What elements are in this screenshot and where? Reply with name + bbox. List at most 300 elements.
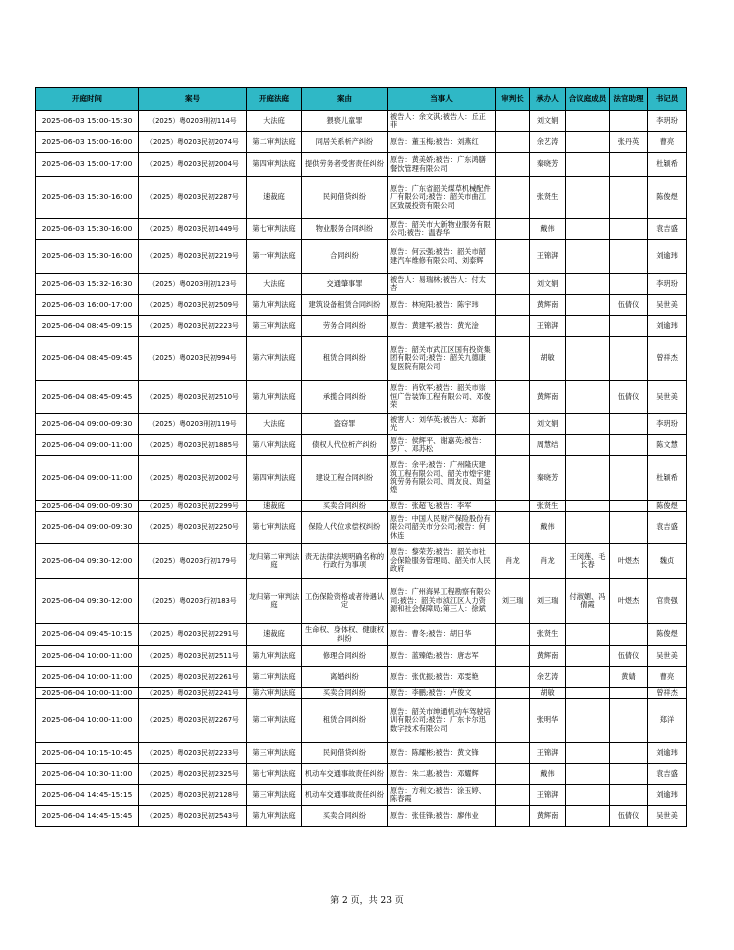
presiding-judge-cell: [496, 111, 530, 132]
clerk-cell: 刘逾玮: [648, 316, 687, 337]
case-number-cell: （2025）粤0203民初2510号: [139, 381, 247, 414]
courtroom-cell: 大法庭: [247, 111, 302, 132]
table-row: [36, 240, 687, 274]
courtroom-cell: 龙归第一审判法庭: [247, 579, 302, 624]
panel-members-cell: [566, 501, 610, 512]
handling-judge-cell: 胡敏: [530, 688, 566, 699]
case-number-cell: （2025）粤0203刑初119号: [139, 414, 247, 435]
case-number-cell: （2025）粤0203刑初114号: [139, 111, 247, 132]
handling-judge-cell: 张贤生: [530, 624, 566, 646]
presiding-judge-cell: [496, 699, 530, 743]
parties-cell: 原告：朱二惠;被告：邓耀辉: [388, 764, 496, 785]
clerk-cell: 袁吉盛: [648, 219, 687, 240]
clerk-cell: 郑洋: [648, 699, 687, 743]
courtroom-cell: 第九审判法庭: [247, 295, 302, 316]
judge-assistant-cell: [610, 274, 648, 295]
panel-members-cell: [566, 274, 610, 295]
panel-members-cell: [566, 295, 610, 316]
table-row: [36, 177, 687, 219]
presiding-judge-cell: [496, 456, 530, 501]
table-row: [36, 219, 687, 240]
header-courtroom: 开庭法庭: [247, 88, 302, 111]
panel-members-cell: 王闵莲、毛长春: [566, 544, 610, 579]
case-number-cell: （2025）粤0203民初2128号: [139, 785, 247, 806]
cause-cell: 机动车交通事故责任纠纷: [302, 764, 388, 785]
clerk-cell: 杜颖希: [648, 456, 687, 501]
cause-cell: 买卖合同纠纷: [302, 501, 388, 512]
courtroom-cell: 第六审判法庭: [247, 688, 302, 699]
table-row: [36, 274, 687, 295]
handling-judge-cell: 余艺涛: [530, 132, 566, 153]
case-number-cell: （2025）粤0203行初179号: [139, 544, 247, 579]
header-case-number: 案号: [139, 88, 247, 111]
presiding-judge-cell: [496, 414, 530, 435]
handling-judge-cell: 肖龙: [530, 544, 566, 579]
courtroom-cell: 第四审判法庭: [247, 153, 302, 177]
table-row: [36, 512, 687, 544]
hearing-time-cell: 2025-06-03 15:32-16:30: [36, 274, 139, 295]
panel-members-cell: [566, 512, 610, 544]
judge-assistant-cell: [610, 177, 648, 219]
cause-cell: 机动车交通事故责任纠纷: [302, 785, 388, 806]
courtroom-cell: 第二审判法庭: [247, 699, 302, 743]
judge-assistant-cell: [610, 501, 648, 512]
cause-cell: 工伤保险资格或者待遇认定: [302, 579, 388, 624]
clerk-cell: 吴世美: [648, 381, 687, 414]
cause-cell: 民间借贷纠纷: [302, 743, 388, 764]
table-row: [36, 544, 687, 579]
case-number-cell: （2025）粤0203民初2241号: [139, 688, 247, 699]
hearing-time-cell: 2025-06-04 09:00-11:00: [36, 435, 139, 456]
courtroom-cell: 第四审判法庭: [247, 456, 302, 501]
judge-assistant-cell: [610, 688, 648, 699]
cause-cell: 保险人代位求偿权纠纷: [302, 512, 388, 544]
handling-judge-cell: 张明华: [530, 699, 566, 743]
header-judge-assistant: 法官助理: [610, 88, 648, 111]
cause-cell: 离婚纠纷: [302, 667, 388, 688]
courtroom-cell: 第二审判法庭: [247, 667, 302, 688]
cause-cell: 提供劳务者受害责任纠纷: [302, 153, 388, 177]
cause-cell: 租赁合同纠纷: [302, 699, 388, 743]
parties-cell: 原告：黎荣芳;被告：韶关市社会保险服务管理局、韶关市人民政府: [388, 544, 496, 579]
header-hearing-time: 开庭时间: [36, 88, 139, 111]
cause-cell: 债权人代位析产纠纷: [302, 435, 388, 456]
courtroom-cell: 第七审判法庭: [247, 764, 302, 785]
table-row: [36, 435, 687, 456]
panel-members-cell: 付淑媚、冯倩霞: [566, 579, 610, 624]
presiding-judge-cell: [496, 646, 530, 667]
cause-cell: 租赁合同纠纷: [302, 337, 388, 381]
table-row: [36, 132, 687, 153]
hearing-time-cell: 2025-06-04 14:45-15:45: [36, 806, 139, 827]
parties-cell: 原告：林宛阳;被告：陈宇玮: [388, 295, 496, 316]
judge-assistant-cell: [610, 153, 648, 177]
case-number-cell: （2025）粤0203民初2219号: [139, 240, 247, 274]
presiding-judge-cell: [496, 274, 530, 295]
case-number-cell: （2025）粤0203民初2287号: [139, 177, 247, 219]
table-row: [36, 111, 687, 132]
hearing-time-cell: 2025-06-03 16:00-17:00: [36, 295, 139, 316]
presiding-judge-cell: [496, 295, 530, 316]
case-number-cell: （2025）粤0203民初2233号: [139, 743, 247, 764]
parties-cell: 原告：董玉梅;被告：刘燕红: [388, 132, 496, 153]
clerk-cell: 袁吉盛: [648, 512, 687, 544]
cause-cell: 猥亵儿童罪: [302, 111, 388, 132]
clerk-cell: 曹亮: [648, 667, 687, 688]
hearing-time-cell: 2025-06-04 09:30-12:00: [36, 579, 139, 624]
courtroom-cell: 第八审判法庭: [247, 435, 302, 456]
parties-cell: 原告：黄建军;被告：黄光淦: [388, 316, 496, 337]
hearing-time-cell: 2025-06-04 14:45-15:15: [36, 785, 139, 806]
courtroom-cell: 第二审判法庭: [247, 132, 302, 153]
judge-assistant-cell: [610, 414, 648, 435]
judge-assistant-cell: 叶煜杰: [610, 579, 648, 624]
handling-judge-cell: 张贤生: [530, 501, 566, 512]
panel-members-cell: [566, 153, 610, 177]
case-number-cell: （2025）粤0203民初1885号: [139, 435, 247, 456]
case-number-cell: （2025）粤0203民初2299号: [139, 501, 247, 512]
cause-cell: 责无法律法规明确名称的行政行为事项: [302, 544, 388, 579]
hearing-time-cell: 2025-06-04 10:00-11:00: [36, 688, 139, 699]
courtroom-cell: 大法庭: [247, 414, 302, 435]
courtroom-cell: 第三审判法庭: [247, 785, 302, 806]
courtroom-cell: 第三审判法庭: [247, 743, 302, 764]
panel-members-cell: [566, 699, 610, 743]
parties-cell: 原告：韶关市武江区国有投资集团有限公司;被告：韶关九德康复医院有限公司: [388, 337, 496, 381]
panel-members-cell: [566, 785, 610, 806]
header-clerk: 书记员: [648, 88, 687, 111]
clerk-cell: 曾祥杰: [648, 688, 687, 699]
handling-judge-cell: 余艺涛: [530, 667, 566, 688]
case-number-cell: （2025）粤0203民初2261号: [139, 667, 247, 688]
panel-members-cell: [566, 764, 610, 785]
parties-cell: 原告：侯辉平、谢嘉英;被告：罗广、邓苏松: [388, 435, 496, 456]
table-row: [36, 806, 687, 827]
hearing-time-cell: 2025-06-03 15:00-16:00: [36, 132, 139, 153]
presiding-judge-cell: [496, 806, 530, 827]
hearing-time-cell: 2025-06-04 08:45-09:15: [36, 316, 139, 337]
presiding-judge-cell: [496, 240, 530, 274]
presiding-judge-cell: [496, 764, 530, 785]
handling-judge-cell: 刘文娟: [530, 414, 566, 435]
clerk-cell: 袁吉盛: [648, 764, 687, 785]
case-number-cell: （2025）粤0203民初2002号: [139, 456, 247, 501]
parties-cell: 原告：曹冬;被告：胡日华: [388, 624, 496, 646]
presiding-judge-cell: [496, 743, 530, 764]
panel-members-cell: [566, 381, 610, 414]
hearing-time-cell: 2025-06-04 10:00-11:00: [36, 699, 139, 743]
table-row: [36, 337, 687, 381]
parties-cell: 原告：张超飞;被告：李军: [388, 501, 496, 512]
judge-assistant-cell: 伍倩仪: [610, 646, 648, 667]
clerk-cell: 刘逾玮: [648, 743, 687, 764]
parties-cell: 原告：黄美娇;被告：广东鸿膳餐饮管理有限公司: [388, 153, 496, 177]
hearing-time-cell: 2025-06-04 09:00-09:30: [36, 414, 139, 435]
case-number-cell: （2025）粤0203民初2511号: [139, 646, 247, 667]
hearing-time-cell: 2025-06-04 08:45-09:45: [36, 337, 139, 381]
cause-cell: 买卖合同纠纷: [302, 688, 388, 699]
table-row: [36, 646, 687, 667]
hearing-time-cell: 2025-06-04 09:00-09:30: [36, 512, 139, 544]
hearing-time-cell: 2025-06-03 15:00-15:30: [36, 111, 139, 132]
parties-cell: 原告：肖钦军;被告：韶关市崇恒广告装饰工程有限公司、邓俊荣: [388, 381, 496, 414]
parties-cell: 被告人：余文淇;被告人：丘正菲: [388, 111, 496, 132]
courtroom-cell: 大法庭: [247, 274, 302, 295]
judge-assistant-cell: 伍倩仪: [610, 381, 648, 414]
table-row: [36, 688, 687, 699]
case-number-cell: （2025）粤0203民初2291号: [139, 624, 247, 646]
cause-cell: 建设工程合同纠纷: [302, 456, 388, 501]
panel-members-cell: [566, 806, 610, 827]
courtroom-cell: 第九审判法庭: [247, 381, 302, 414]
presiding-judge-cell: [496, 624, 530, 646]
judge-assistant-cell: [610, 435, 648, 456]
handling-judge-cell: 戴伟: [530, 219, 566, 240]
courtroom-cell: 第七审判法庭: [247, 219, 302, 240]
courtroom-cell: 速裁庭: [247, 624, 302, 646]
judge-assistant-cell: [610, 699, 648, 743]
hearing-time-cell: 2025-06-04 09:45-10:15: [36, 624, 139, 646]
table-row: [36, 764, 687, 785]
cause-cell: 盗窃罪: [302, 414, 388, 435]
header-panel-members: 合议庭成员: [566, 88, 610, 111]
judge-assistant-cell: 张丹英: [610, 132, 648, 153]
presiding-judge-cell: [496, 153, 530, 177]
panel-members-cell: [566, 414, 610, 435]
table-row: [36, 501, 687, 512]
parties-cell: 原告：韶关市绅通机动车驾驶培训有限公司;被告：广东卡尔迅数字技术有限公司: [388, 699, 496, 743]
cause-cell: 修理合同纠纷: [302, 646, 388, 667]
judge-assistant-cell: [610, 219, 648, 240]
parties-cell: 原告：张优振;被告：邓雯艳: [388, 667, 496, 688]
handling-judge-cell: 黄辉南: [530, 646, 566, 667]
hearing-time-cell: 2025-06-04 10:00-11:00: [36, 646, 139, 667]
cause-cell: 劳务合同纠纷: [302, 316, 388, 337]
case-number-cell: （2025）粤0203民初2509号: [139, 295, 247, 316]
parties-cell: 原告：张佳锋;被告：廖伟业: [388, 806, 496, 827]
panel-members-cell: [566, 456, 610, 501]
clerk-cell: 李玥玢: [648, 274, 687, 295]
hearing-time-cell: 2025-06-04 10:15-10:45: [36, 743, 139, 764]
panel-members-cell: [566, 337, 610, 381]
presiding-judge-cell: [496, 316, 530, 337]
judge-assistant-cell: 伍倩仪: [610, 295, 648, 316]
panel-members-cell: [566, 435, 610, 456]
cause-cell: 合同纠纷: [302, 240, 388, 274]
cause-cell: 建筑设备租赁合同纠纷: [302, 295, 388, 316]
case-number-cell: （2025）粤0203民初2074号: [139, 132, 247, 153]
parties-cell: 原告：陈耀彬;被告：黄文锋: [388, 743, 496, 764]
presiding-judge-cell: [496, 435, 530, 456]
judge-assistant-cell: 黄婧: [610, 667, 648, 688]
presiding-judge-cell: [496, 132, 530, 153]
handling-judge-cell: 王锦湃: [530, 240, 566, 274]
header-handling-judge: 承办人: [530, 88, 566, 111]
cause-cell: 承揽合同纠纷: [302, 381, 388, 414]
handling-judge-cell: 戴伟: [530, 764, 566, 785]
judge-assistant-cell: [610, 512, 648, 544]
courtroom-cell: 第三审判法庭: [247, 316, 302, 337]
clerk-cell: 李玥玢: [648, 111, 687, 132]
presiding-judge-cell: [496, 177, 530, 219]
handling-judge-cell: 黄辉南: [530, 381, 566, 414]
presiding-judge-cell: [496, 667, 530, 688]
presiding-judge-cell: [496, 785, 530, 806]
judge-assistant-cell: [610, 624, 648, 646]
cause-cell: 同居关系析产纠纷: [302, 132, 388, 153]
judge-assistant-cell: [610, 456, 648, 501]
parties-cell: 原告：中国人民财产保险股份有限公司韶关市分公司;被告：何休连: [388, 512, 496, 544]
presiding-judge-cell: [496, 512, 530, 544]
clerk-cell: 曾祥杰: [648, 337, 687, 381]
panel-members-cell: [566, 624, 610, 646]
header-presiding-judge: 审判长: [496, 88, 530, 111]
case-number-cell: （2025）粤0203民初1449号: [139, 219, 247, 240]
cause-cell: 生命权、身体权、健康权纠纷: [302, 624, 388, 646]
parties-cell: 被害人：刘华英;被告人：郑新光: [388, 414, 496, 435]
handling-judge-cell: 刘三瑞: [530, 579, 566, 624]
panel-members-cell: [566, 240, 610, 274]
cause-cell: 民间借贷纠纷: [302, 177, 388, 219]
hearing-time-cell: 2025-06-04 09:30-12:00: [36, 544, 139, 579]
clerk-cell: 陈文慧: [648, 435, 687, 456]
clerk-cell: 李玥玢: [648, 414, 687, 435]
handling-judge-cell: 黄辉南: [530, 295, 566, 316]
clerk-cell: 陈俊煜: [648, 624, 687, 646]
case-number-cell: （2025）粤0203民初2223号: [139, 316, 247, 337]
judge-assistant-cell: [610, 764, 648, 785]
handling-judge-cell: 王锦湃: [530, 785, 566, 806]
header-row: [36, 88, 687, 111]
cause-cell: 交通肇事罪: [302, 274, 388, 295]
presiding-judge-cell: [496, 337, 530, 381]
parties-cell: 原告：何云强;被告：韶关市韶建汽车维修有限公司、刘泰辉: [388, 240, 496, 274]
courtroom-cell: 第九审判法庭: [247, 806, 302, 827]
table-row: [36, 295, 687, 316]
table-row: [36, 316, 687, 337]
parties-cell: 原告：蓝臻皓;被告：唐志军: [388, 646, 496, 667]
handling-judge-cell: 周慧结: [530, 435, 566, 456]
hearing-time-cell: 2025-06-03 15:00-17:00: [36, 153, 139, 177]
handling-judge-cell: 王锦湃: [530, 743, 566, 764]
header-parties: 当事人: [388, 88, 496, 111]
panel-members-cell: [566, 177, 610, 219]
panel-members-cell: [566, 316, 610, 337]
presiding-judge-cell: 肖龙: [496, 544, 530, 579]
clerk-cell: 刘逾玮: [648, 785, 687, 806]
clerk-cell: 魏贞: [648, 544, 687, 579]
judge-assistant-cell: 叶煜杰: [610, 544, 648, 579]
handling-judge-cell: 胡敏: [530, 337, 566, 381]
hearing-time-cell: 2025-06-04 10:30-11:00: [36, 764, 139, 785]
judge-assistant-cell: 伍倩仪: [610, 806, 648, 827]
courtroom-cell: 速裁庭: [247, 177, 302, 219]
hearing-time-cell: 2025-06-04 09:00-09:30: [36, 501, 139, 512]
clerk-cell: 杜颖希: [648, 153, 687, 177]
judge-assistant-cell: [610, 316, 648, 337]
presiding-judge-cell: [496, 501, 530, 512]
cause-cell: 物业服务合同纠纷: [302, 219, 388, 240]
handling-judge-cell: 戴伟: [530, 512, 566, 544]
page-footer: 第 2 页，共 23 页: [330, 896, 404, 906]
hearing-time-cell: 2025-06-03 15:30-16:00: [36, 177, 139, 219]
case-number-cell: （2025）粤0203民初2250号: [139, 512, 247, 544]
table-row: [36, 785, 687, 806]
table-row: [36, 579, 687, 624]
parties-cell: 原告：李鹏;被告：卢俊文: [388, 688, 496, 699]
table-row: [36, 743, 687, 764]
hearing-time-cell: 2025-06-04 08:45-09:45: [36, 381, 139, 414]
panel-members-cell: [566, 111, 610, 132]
courtroom-cell: 第六审判法庭: [247, 337, 302, 381]
panel-members-cell: [566, 132, 610, 153]
clerk-cell: 刘逾玮: [648, 240, 687, 274]
presiding-judge-cell: [496, 219, 530, 240]
courtroom-cell: 第九审判法庭: [247, 646, 302, 667]
handling-judge-cell: 秦晓芳: [530, 456, 566, 501]
handling-judge-cell: 秦晓芳: [530, 153, 566, 177]
court-schedule-table: [35, 87, 687, 827]
clerk-cell: 陈俊煜: [648, 177, 687, 219]
judge-assistant-cell: [610, 743, 648, 764]
handling-judge-cell: 刘文娟: [530, 274, 566, 295]
panel-members-cell: [566, 646, 610, 667]
table-row: [36, 624, 687, 646]
hearing-time-cell: 2025-06-03 15:30-16:00: [36, 219, 139, 240]
parties-cell: 原告：广州海昇工程勘察有限公司;被告：韶关市浈江区人力资源和社会保障局;第三人：徐斌: [388, 579, 496, 624]
judge-assistant-cell: [610, 337, 648, 381]
cause-cell: 买卖合同纠纷: [302, 806, 388, 827]
parties-cell: 原告：韶关市大新物业服务有限公司;被告：温春华: [388, 219, 496, 240]
case-number-cell: （2025）粤0203民初2325号: [139, 764, 247, 785]
handling-judge-cell: 张贤生: [530, 177, 566, 219]
table-row: [36, 153, 687, 177]
presiding-judge-cell: [496, 688, 530, 699]
courtroom-cell: 第七审判法庭: [247, 512, 302, 544]
courtroom-cell: 龙归第二审判法庭: [247, 544, 302, 579]
courtroom-cell: 速裁庭: [247, 501, 302, 512]
panel-members-cell: [566, 743, 610, 764]
table-row: [36, 381, 687, 414]
hearing-time-cell: 2025-06-04 10:00-11:00: [36, 667, 139, 688]
clerk-cell: 曹亮: [648, 132, 687, 153]
panel-members-cell: [566, 667, 610, 688]
clerk-cell: 吴世美: [648, 806, 687, 827]
panel-members-cell: [566, 219, 610, 240]
judge-assistant-cell: [610, 785, 648, 806]
courtroom-cell: 第一审判法庭: [247, 240, 302, 274]
case-number-cell: （2025）粤0203民初2543号: [139, 806, 247, 827]
clerk-cell: 吴世美: [648, 646, 687, 667]
table-row: [36, 414, 687, 435]
clerk-cell: 陈俊煜: [648, 501, 687, 512]
parties-cell: 原告：余平;被告：广州隆庆建筑工程有限公司、韶关市煌宇建筑劳务有限公司、周友良、周益煌: [388, 456, 496, 501]
table-row: [36, 667, 687, 688]
hearing-time-cell: 2025-06-03 15:30-16:00: [36, 240, 139, 274]
handling-judge-cell: 黄辉南: [530, 806, 566, 827]
case-number-cell: （2025）粤0203刑初123号: [139, 274, 247, 295]
case-number-cell: （2025）粤0203民初2267号: [139, 699, 247, 743]
handling-judge-cell: 王锦湃: [530, 316, 566, 337]
handling-judge-cell: 刘文娟: [530, 111, 566, 132]
parties-cell: 被告人：易瑞林;被告人：付太杏: [388, 274, 496, 295]
parties-cell: 原告：方利文;被告：涂玉婷、陈春霞: [388, 785, 496, 806]
case-number-cell: （2025）粤0203民初2004号: [139, 153, 247, 177]
parties-cell: 原告：广东省韶关煤草机械配件厂有限公司;被告：韶关市曲江区致晟投资有限公司: [388, 177, 496, 219]
table-row: [36, 456, 687, 501]
clerk-cell: 吴世美: [648, 295, 687, 316]
case-number-cell: （2025）粤0203行初183号: [139, 579, 247, 624]
